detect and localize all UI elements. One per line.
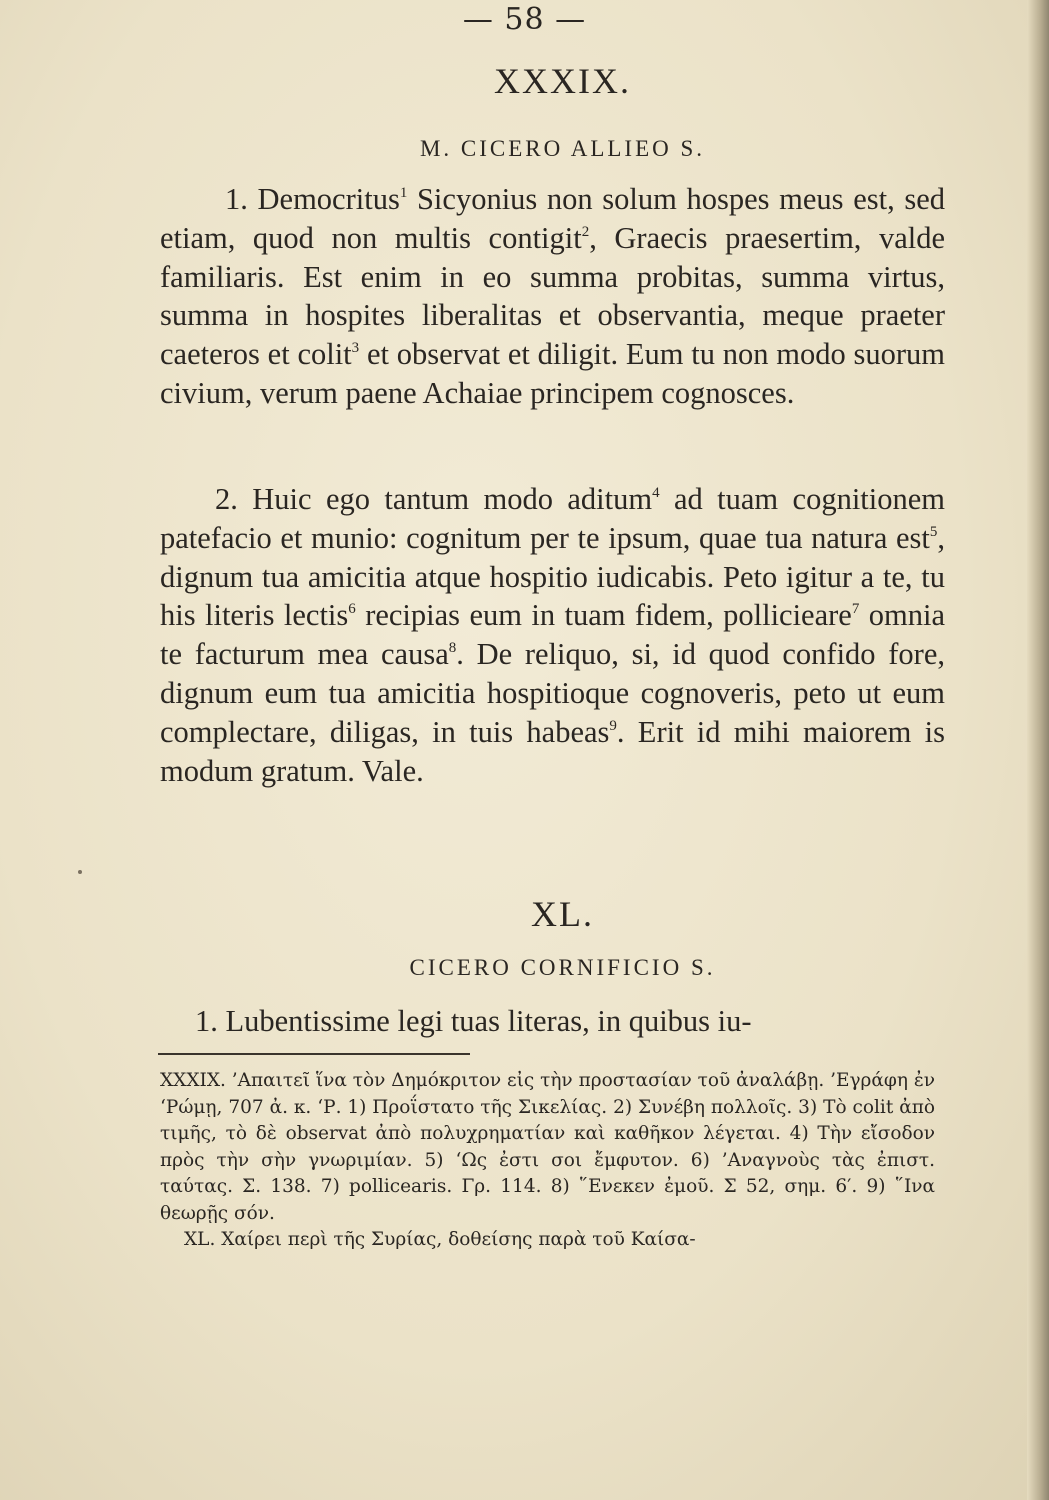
paragraph-text: , Graecis praesertim, valde familiaris. Est enim in eo summa probitas, summa virtus, summa in hospites liberalitas et observantia, meque praeter caeteros et colit — [160, 220, 946, 372]
footnote-xl: XL. Χαίρει περὶ τῆς Συρίας, δοθείσης παρὰ τοῦ Καίσα- — [184, 1229, 696, 1250]
paragraph-text: omnia te facturum mea causa — [160, 598, 945, 672]
paragraph-text: . Erit id mihi maiorem is modum gratum. Vale. — [160, 714, 945, 788]
page-edge — [1027, 0, 1049, 1500]
paragraph-number: 2. — [215, 482, 238, 516]
footnote-divider — [158, 1053, 470, 1055]
ink-mark — [78, 870, 82, 874]
footnote-ref: 3 — [351, 340, 360, 357]
footnote-ref: 1 — [399, 185, 408, 201]
letter-39-salutation: M. CICERO ALLIEO S. — [419, 136, 706, 161]
paragraph-text: recipias eum in tuam fidem, pollicieare — [355, 598, 852, 633]
footnote-ref: 6 — [348, 601, 356, 618]
letter-40-paragraph-1: 1. Lubentissime legi tuas literas, in quibus iu- — [195, 1004, 752, 1038]
paragraph-number: 1. — [225, 182, 248, 216]
letter-39-title: XXXIX. — [494, 61, 631, 101]
footnote-ref: 8 — [448, 640, 457, 657]
paragraph-text: ad tuam cognitionem patefacio et munio: cognitum per te ipsum, quae tua natura est — [160, 482, 946, 555]
letter-39-paragraph-2 — [160, 480, 945, 790]
letter-39-paragraph-1 — [160, 180, 945, 413]
letter-40-salutation: CICERO CORNIFICIO S. — [409, 955, 716, 980]
footnote-ref: 2 — [581, 223, 590, 240]
footnote-ref: 9 — [609, 717, 617, 734]
footnote-xxxix: XXXIX. ’Απαιτεῖ ἵνα τὸν Δημόκριτον εἰς τὴν προστασίαν τοῦ ἀναλάβῃ. ’Εγράφη ἐν ‘Ρώμῃ, 707 ἀ. κ. ‘Ρ. 1) Προΐστατο τῆς Σικελίας. 2) Συνέβη πολλοῖς. 3) Τὸ colit ἀπὸ τιμῆς, τὸ δὲ observat ἀπὸ πολυχρηματίαν καὶ καθῆκον λέγεται. 4) Τὴν εἴσοδον πρὸς τὴν σὴν γνωριμίαν. 5) ‘Ως ἐστι σοι ἔμφυτον. 6) ’Αναγνοὺς τὰς ἐπιστ. ταύτας. Σ. 138. 7) pollicearis. Γρ. 114. 8) ῞Ενεκεν ἐμοῦ. Σ 52, σημ. 6′. 9) ῞Ινα θεωρῇς σόν. — [160, 1070, 935, 1224]
paragraph-text: . De reliquo, si, id quod confido fore, dignum eum tua amicitia hospitioque cognoveris, peto ut eum complectare, diligas, in tuis habeas — [160, 637, 945, 749]
paragraph-text: Huic ego tantum modo aditum — [252, 482, 653, 516]
page-number: — 58 — — [462, 2, 587, 37]
footnote-ref: 5 — [929, 523, 938, 540]
paragraph-text: Sicyonius non solum hospes meus est, sed etiam, quod non multis contigit — [160, 182, 945, 255]
footnotes — [160, 1068, 935, 1254]
paragraph-text: et observat et diligit. Eum tu non modo suorum civium, verum paene Achaiae principem cognosces. — [160, 337, 945, 410]
letter-40-title: XL. — [531, 894, 594, 934]
footnote-ref: 4 — [652, 485, 660, 501]
paragraph-text: , dignum tua amicitia atque hospitio iudicabis. Peto igitur a te, tu his literis lectis — [160, 520, 945, 633]
paragraph-text: Democritus — [257, 182, 400, 216]
footnote-ref: 7 — [851, 601, 860, 618]
